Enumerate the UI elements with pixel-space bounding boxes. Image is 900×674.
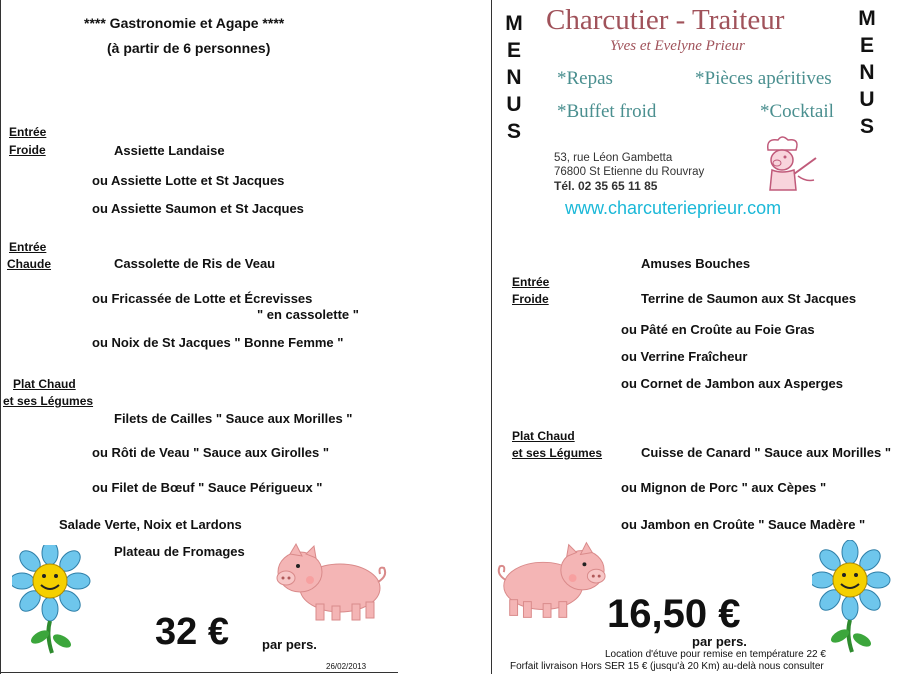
menus-letter: M [858,7,876,30]
address-line-2: 76800 St Etienne du Rouvray [554,166,705,178]
left-salade: Salade Verte, Noix et Lardons [59,517,242,532]
menus-letter: M [505,12,523,35]
left-entree-chaude-item-1: Cassolette de Ris de Veau [114,256,276,271]
website-link[interactable]: www.charcuterieprieur.com [565,198,782,218]
pig-icon [492,540,610,622]
left-price: 32 € [155,611,229,653]
left-entree-chaude-item-4: ou Noix de St Jacques " Bonne Femme " [92,335,344,350]
right-entree-froide-item-2: ou Pâté en Croûte au Foie Gras [621,322,815,337]
right-price: 16,50 € [607,592,741,636]
brand-owners: Yves et Evelyne Prieur [610,38,745,54]
right-plat-chaud-item-2: ou Mignon de Porc " aux Cèpes " [621,480,827,495]
left-per-person: par pers. [262,637,317,652]
address-line-1: 53, rue Léon Gambetta [554,152,673,164]
menus-letter: E [859,34,874,57]
left-entree-froide-label-1: Entrée [9,125,47,139]
service-cocktail: *Cocktail [760,101,834,122]
right-plat-chaud-label-1: Plat Chaud [512,429,575,443]
right-amuses: Amuses Bouches [641,256,751,271]
flower-mascot-icon [12,545,92,655]
right-plat-chaud-item-1: Cuisse de Canard " Sauce aux Morilles " [641,445,892,460]
left-entree-chaude-item-3: " en cassolette " [257,307,359,322]
menus-letter: U [859,88,875,111]
left-date: 26/02/2013 [326,662,367,671]
right-entree-froide-label-2: Froide [512,292,549,306]
service-pieces-aperitives: *Pièces apéritives [695,68,832,89]
right-entree-froide-label-1: Entrée [512,275,550,289]
left-entree-froide-item-1: Assiette Landaise [114,143,225,158]
left-entree-chaude-label-2: Chaude [7,257,52,271]
right-plat-chaud-label-2: et ses Légumes [512,446,603,460]
chef-pig-icon [758,136,822,194]
menus-vertical-right [857,5,877,140]
right-entree-froide-item-4: ou Cornet de Jambon aux Asperges [621,376,844,391]
left-entree-chaude-item-2: ou Fricassée de Lotte et Écrevisses [92,291,313,306]
left-menu-subtitle: (à partir de 6 personnes) [107,40,271,56]
left-plat-chaud-label-1: Plat Chaud [13,377,76,391]
right-per-person: par pers. [692,634,747,649]
menus-letter: U [506,93,522,116]
left-plat-chaud-label-2: et ses Légumes [3,394,94,408]
flower-mascot-icon [812,540,892,658]
pig-icon [272,542,392,624]
brand-title: Charcutier - Traiteur [546,4,785,36]
menus-letter: E [506,39,521,62]
left-entree-chaude-label-1: Entrée [9,240,47,254]
menus-letter: N [859,61,875,84]
menus-letter: N [506,66,522,89]
left-page-edge [0,0,1,674]
service-repas: *Repas [557,68,613,89]
menus-letter: S [859,115,874,138]
left-fromages: Plateau de Fromages [114,544,245,559]
right-plat-chaud-item-3: ou Jambon en Croûte " Sauce Madère " [621,517,866,532]
left-entree-froide-label-2: Froide [9,143,46,157]
left-plat-chaud-item-3: ou Filet de Bœuf " Sauce Périgueux " [92,480,323,495]
right-entree-froide-item-3: ou Verrine Fraîcheur [621,349,748,364]
service-buffet-froid: *Buffet froid [557,101,657,122]
right-note-livraison: Forfait livraison Hors SER 15 € (jusqu'à 20 Km) au-delà nous consulter [510,661,824,672]
bottom-edge-left [0,672,398,673]
menus-letter: S [506,120,521,143]
right-note-etuve: Location d'étuve pour remise en température 22 € [605,649,826,660]
left-plat-chaud-item-2: ou Rôti de Veau " Sauce aux Girolles " [92,445,330,460]
left-menu-title: **** Gastronomie et Agape **** [84,15,285,31]
menus-vertical-left [504,10,524,145]
left-entree-froide-item-3: ou Assiette Saumon et St Jacques [92,201,304,216]
right-entree-froide-item-1: Terrine de Saumon aux St Jacques [641,291,857,306]
phone-number: Tél. 02 35 65 11 85 [554,179,658,193]
left-plat-chaud-item-1: Filets de Cailles " Sauce aux Morilles " [114,411,353,426]
left-entree-froide-item-2: ou Assiette Lotte et St Jacques [92,173,285,188]
